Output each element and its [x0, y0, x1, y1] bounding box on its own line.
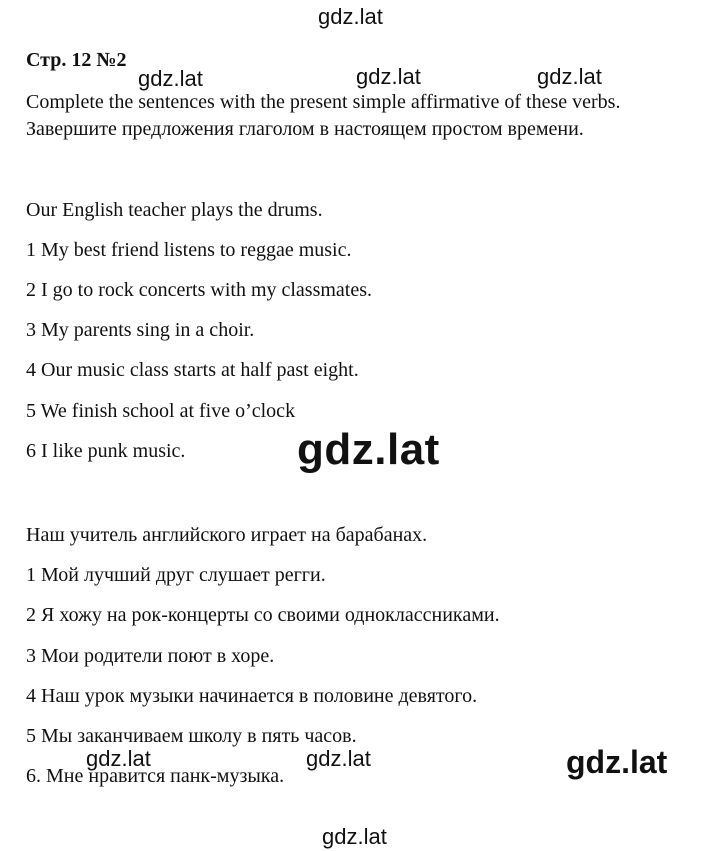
- watermark: gdz.lat: [306, 746, 371, 771]
- watermark: gdz.lat: [537, 64, 602, 89]
- russian-sentence: 4 Наш урок музыки начинается в половине девятого.: [26, 685, 478, 707]
- watermark: gdz.lat: [138, 66, 203, 91]
- watermark: gdz.lat: [322, 824, 387, 849]
- russian-sentence: Наш учитель английского играет на барабанах.: [26, 524, 428, 546]
- watermark: gdz.lat: [86, 746, 151, 771]
- russian-sentence: 6. Мне нравится панк-музыка.: [26, 765, 285, 787]
- russian-sentence: 3 Мои родители поют в хоре.: [26, 645, 275, 667]
- english-sentence: 6 I like punk music.: [26, 440, 186, 462]
- english-sentence: 5 We finish school at five o’clock: [26, 400, 296, 422]
- russian-sentence: 2 Я хожу на рок-концерты со своими одноклассниками.: [26, 604, 500, 626]
- english-sentence: 2 I go to rock concerts with my classmates.: [26, 279, 373, 301]
- russian-sentence: 1 Мой лучший друг слушает регги.: [26, 564, 326, 586]
- english-sentence: 4 Our music class starts at half past eight.: [26, 359, 359, 381]
- english-sentence: 3 My parents sing in a choir.: [26, 319, 255, 341]
- english-sentence: 1 My best friend listens to reggae music.: [26, 239, 352, 261]
- instruction-russian: Завершите предложения глаголом в настоящем простом времени.: [26, 118, 584, 140]
- watermark: gdz.lat: [318, 4, 383, 29]
- watermark: gdz.lat: [566, 744, 668, 780]
- english-sentence: Our English teacher plays the drums.: [26, 199, 323, 221]
- instruction-english: Complete the sentences with the present simple affirmative of these verbs.: [26, 91, 621, 113]
- watermark: gdz.lat: [297, 425, 440, 474]
- russian-sentence: 5 Мы заканчиваем школу в пять часов.: [26, 725, 357, 747]
- page-heading: Стр. 12 №2: [26, 49, 127, 71]
- watermark: gdz.lat: [356, 64, 421, 89]
